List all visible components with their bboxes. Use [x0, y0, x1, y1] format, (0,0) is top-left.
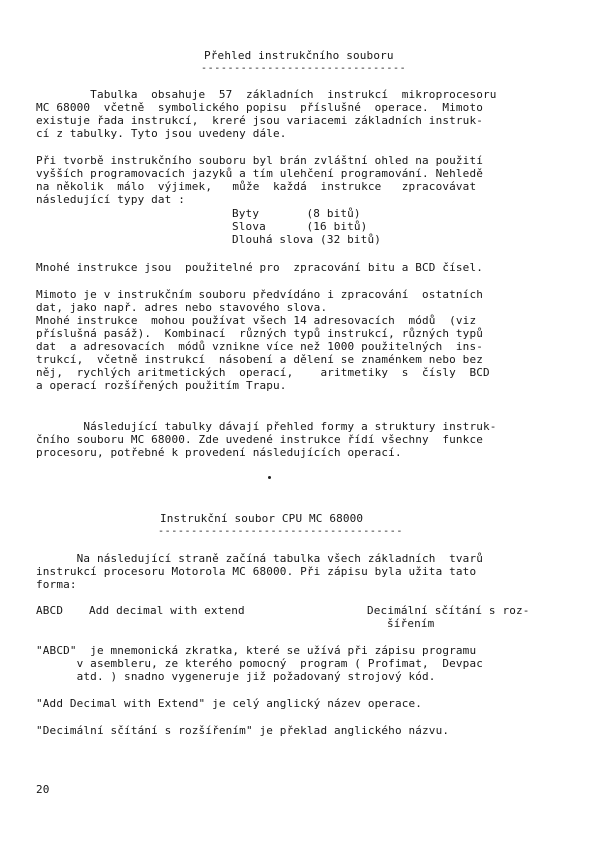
paragraph-line: instrukcí procesoru Motorola MC 68000. Při zápisu byla užita tato: [36, 565, 477, 578]
section-title-underline: -------------------------------------: [158, 526, 403, 537]
explanation-line: "Decimální sčítání s rozšířením" je překlad anglického názvu.: [36, 724, 450, 737]
paragraph-line: Mnohé instrukce jsou použitelné pro zpracování bitu a BCD čísel.: [36, 261, 483, 274]
stray-dot: [268, 476, 271, 479]
paragraph-line: Mnohé instrukce mohou používat všech 14 adresovacích módů (viz: [36, 314, 477, 327]
paragraph-line: Při tvorbě instrukčního souboru byl brán zvláštní ohled na použití: [36, 154, 483, 167]
paragraph-line: dat a adresovacích módů vznikne více než 1000 použitelných ins-: [36, 340, 483, 353]
explanation-line: atd. ) snadno vygeneruje již požadovaný strojový kód.: [36, 670, 436, 683]
data-type-item: Dlouhá slova (32 bitů): [232, 233, 381, 246]
paragraph-line: trukcí, včetně instrukcí násobení a dělení se znaménkem nebo bez: [36, 353, 483, 366]
example-english-name: Add decimal with extend: [89, 604, 245, 617]
paragraph-line: na několik málo výjimek, může každá instrukce zpracovávat: [36, 180, 477, 193]
example-czech-name: Decimální sčítání s roz-: [367, 604, 530, 617]
paragraph-line: příslušná pasáž). Kombinací různých typů instrukcí, různých typů: [36, 327, 483, 340]
section-title-overview: Přehled instrukčního souboru: [204, 49, 394, 62]
paragraph-line: existuje řada instrukcí, kreré jsou variacemi základních instruk-: [36, 114, 483, 127]
explanation-line: "Add Decimal with Extend" je celý anglický název operace.: [36, 697, 423, 710]
paragraph-line: forma:: [36, 578, 77, 591]
page-number: 20: [36, 783, 50, 796]
paragraph-line: čního souboru MC 68000. Zde uvedené instrukce řídí všechny funkce: [36, 433, 483, 446]
paragraph-line: vyšších programovacích jazyků a tím ulehčení programování. Nehledě: [36, 167, 483, 180]
section-title-instruction-set: Instrukční soubor CPU MC 68000: [160, 512, 364, 525]
section-title-underline: -------------------------------: [201, 63, 407, 74]
paragraph-line: cí z tabulky. Tyto jsou uvedeny dále.: [36, 127, 287, 140]
data-type-item: Slova (16 bitů): [232, 220, 368, 233]
explanation-line: v asembleru, ze kterého pomocný program ( Profimat, Devpac: [36, 657, 483, 670]
paragraph-line: něj, rychlých aritmetických operací, aritmetiky s čísly BCD: [36, 366, 490, 379]
paragraph-line: dat, jako např. adres nebo stavového slova.: [36, 301, 328, 314]
paragraph-line: procesoru, potřebné k provedení následujících operací.: [36, 446, 402, 459]
paragraph-line: Na následující straně začíná tabulka všech základních tvarů: [36, 552, 483, 565]
example-czech-name-cont: šířením: [387, 617, 435, 630]
paragraph-line: MC 68000 včetně symbolického popisu příslušné operace. Mimoto: [36, 101, 483, 114]
paragraph-line: Mimoto je v instrukčním souboru předvídáno i zpracování ostatních: [36, 288, 483, 301]
example-mnemonic: ABCD: [36, 604, 64, 617]
paragraph-line: následující typy dat :: [36, 193, 185, 206]
paragraph-line: Tabulka obsahuje 57 základních instrukcí mikroprocesoru: [36, 88, 497, 101]
paragraph-line: Následující tabulky dávají přehled formy a struktury instruk-: [36, 420, 497, 433]
data-type-item: Byty (8 bitů): [232, 207, 361, 220]
paragraph-line: a operací rozšířených použitím Trapu.: [36, 379, 287, 392]
explanation-line: "ABCD" je mnemonická zkratka, které se užívá při zápisu programu: [36, 644, 477, 657]
